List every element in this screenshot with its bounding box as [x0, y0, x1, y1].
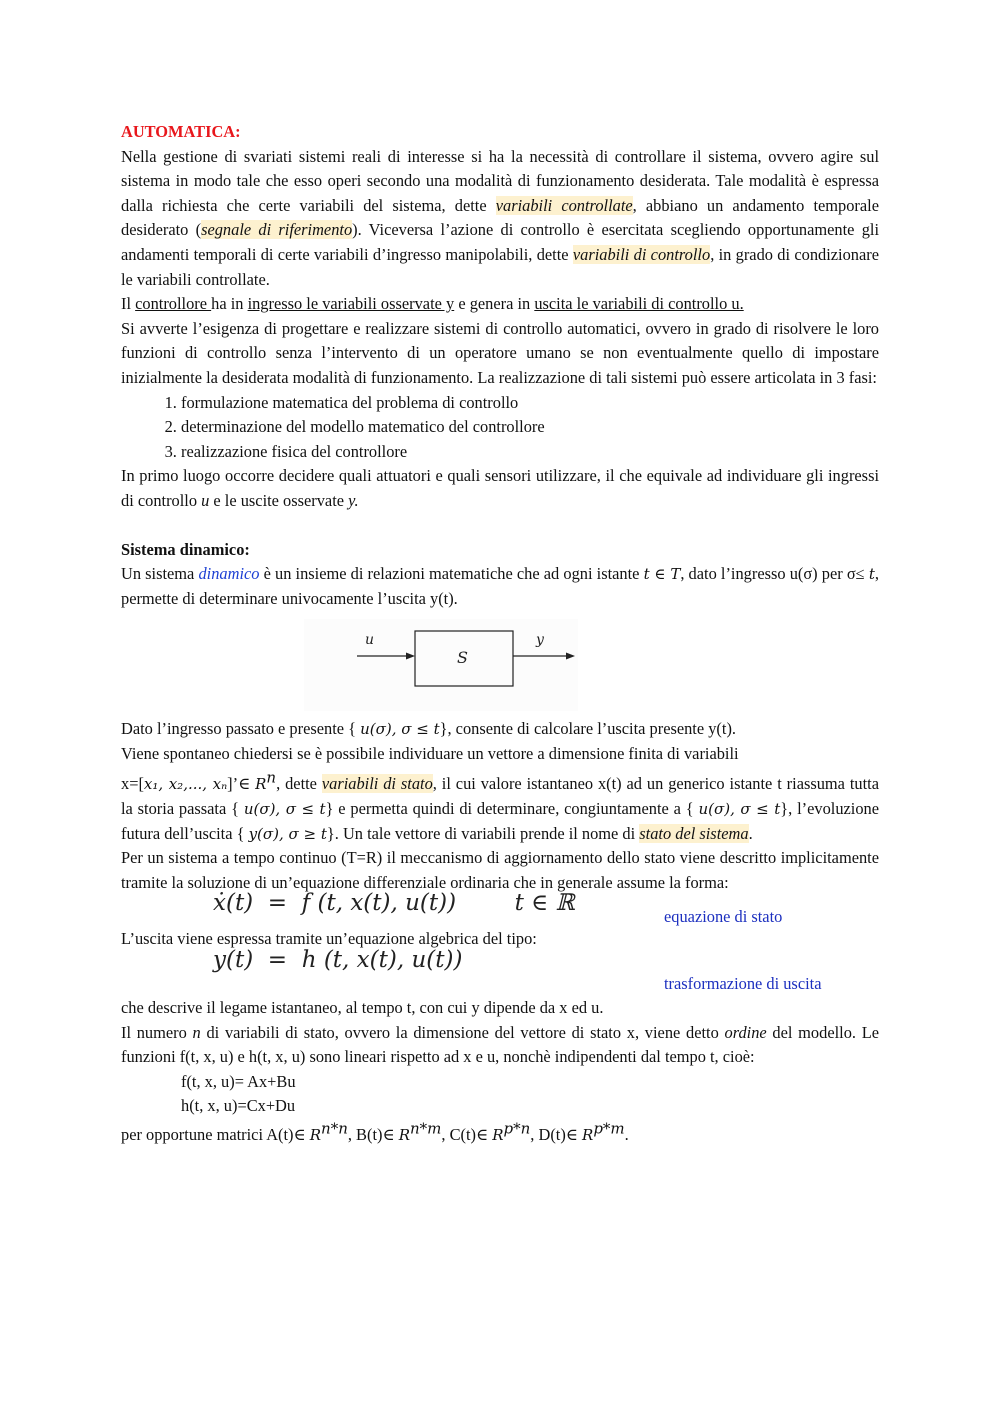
output-equation: [121, 947, 879, 996]
actuators-paragraph: [121, 464, 879, 513]
controller-paragraph: [121, 292, 879, 317]
text-run: , B(t)∈: [347, 1125, 399, 1144]
input-label: u: [365, 632, 375, 649]
matrices-paragraph: [121, 1119, 879, 1148]
text-run: } e permetta quindi di determinare, congiuntamente a {: [325, 799, 699, 819]
text-run: Nella gestione di svariati sistemi reali di interesse si ha la necessità di controllare il sistema, ovvero agire sul sistema in modo tale che esso operi secondo una modalità di funzionamento desiderata. Tale modalità è espressa dalla richiesta che certe variabili del sistema, dette: [121, 146, 879, 215]
phases-list: [121, 391, 879, 465]
math-R: R: [492, 1126, 504, 1144]
text-run: , in grado di condizionare le variabili controllate.: [121, 244, 879, 289]
math-vector: x₁, x₂,..., xₙ: [143, 775, 228, 794]
math-superscript: n*m: [410, 1119, 442, 1138]
state-equation: [121, 890, 879, 927]
math-R: R: [255, 775, 267, 794]
math-superscript: n*n: [321, 1119, 348, 1138]
text-run: , abbiano un andamento temporale desiderato (: [121, 195, 879, 240]
underlined-ingresso: ingresso le variabili osservate y: [247, 294, 455, 314]
underlined-controllore: controllore: [135, 294, 212, 314]
math-inline: u(σ), σ ≤ t: [360, 720, 440, 739]
text-run: .: [748, 823, 753, 843]
output-equation-formula: y(t) = h (t, x(t), u(t)): [213, 947, 463, 974]
text-run: Un sistema: [121, 564, 199, 584]
text-run: di variabili di stato, ovvero la dimensione del vettore di stato x, viene detto: [200, 1022, 725, 1042]
linear-h: h(t, x, u)=Cx+Du: [181, 1096, 296, 1116]
state-vector-intro: Viene spontaneo chiedersi se è possibile individuare un vettore a dimensione finita di variabili: [121, 743, 739, 763]
highlight-variabili-stato: variabili di stato: [321, 774, 433, 794]
symbol-y: y.: [348, 490, 359, 510]
automatic-control-paragraph: Si avverte l’esigenza di progettare e realizzare sistemi di controllo automatici, ovvero in grado di risolvere le loro funzioni di controllo senza l’intervento di un operatore umano se non eventualmente quello di impostare inizialmente la desiderata modalità di funzionamento. La realizzazione di tali sistemi può essere articolata in 3 fasi:: [121, 318, 879, 387]
text-run: ]’∈: [227, 774, 256, 794]
highlight-variabili-controllate: variabili controllate: [495, 195, 633, 215]
text-run: .: [624, 1125, 629, 1144]
list-item: 1. formulazione matematica del problema di controllo: [181, 391, 879, 416]
highlight-variabili-controllo: variabili di controllo: [572, 244, 711, 264]
continuous-time-paragraph: Per un sistema a tempo continuo (T=R) il meccanismo di aggiornamento dello stato viene descritto implicitamente tramite la soluzione di un’equazione differenziale ordinaria che in generale assume la forma:: [121, 848, 879, 892]
math-inline: u(σ), σ ≤ t: [243, 800, 326, 819]
output-equation-label: trasformazione di uscita: [664, 974, 822, 994]
text-run: del modello. Le funzioni f(t, x, u) e h(t, x, u) sono lineari rispetto ad x e u, nonchè indipendenti dal tempo t, cioè:: [121, 1022, 880, 1067]
text-run: }. Un tale vettore di variabili prende il nome di: [326, 823, 640, 843]
state-variables-paragraph: [121, 769, 880, 846]
math-superscript: p*n: [503, 1119, 531, 1138]
math-inline: t ∈ T: [643, 565, 681, 584]
input-output-paragraph: [121, 717, 879, 742]
text-run: per opportune matrici A(t)∈: [121, 1125, 310, 1144]
text-run: , permette di determinare univocamente l’uscita y(t).: [121, 564, 879, 608]
text-run: x=[: [121, 774, 144, 794]
state-equation-label: equazione di stato: [664, 907, 783, 927]
math-inline: u(σ), σ ≤ t: [698, 800, 781, 819]
symbol-u: u: [201, 490, 210, 510]
text-run: , dato l’ingresso u(σ) per σ≤: [680, 564, 869, 584]
underlined-uscita: uscita le variabili di controllo u.: [534, 294, 744, 314]
output-equation-intro: L’uscita viene espressa tramite un’equazione algebrica del tipo:: [121, 929, 537, 949]
math-superscript: n: [266, 769, 277, 787]
term-dinamico: dinamico: [198, 564, 260, 584]
highlight-stato-sistema: stato del sistema: [639, 823, 749, 843]
state-equation-formula: ẋ(t) = f (t, x(t), u(t)) t ∈ ℝ: [213, 890, 575, 917]
section-heading: Sistema dinamico:: [121, 539, 250, 559]
text-run: In primo luogo occorre decidere quali attuatori e quali sensori utilizzare, il che equivale ad individuare gli ingressi di controllo: [121, 466, 879, 510]
highlight-segnale-riferimento: segnale di riferimento: [201, 220, 353, 240]
list-item: 3. realizzazione fisica del controllore: [181, 440, 879, 465]
text-run: , il cui valore istantaneo x(t) ad un generico istante t riassuma tutta la storia passata {: [121, 774, 879, 819]
text-run: , dette: [276, 774, 322, 794]
dynamic-system-definition: [121, 562, 879, 611]
math-inline: y(σ), σ ≥ t: [248, 824, 327, 843]
output-label: y: [536, 632, 544, 649]
block-diagram: [121, 617, 879, 713]
block-label: S: [457, 648, 468, 668]
text-run: e le uscite osservate: [209, 490, 349, 510]
spacer: [121, 514, 879, 538]
text-run: e genera in: [454, 294, 535, 314]
symbol-n: n: [192, 1022, 201, 1042]
term-ordine: ordine: [724, 1022, 767, 1042]
text-run: Il numero: [121, 1022, 193, 1042]
math-R: R: [582, 1126, 594, 1144]
math-R: R: [309, 1126, 322, 1144]
document-page: [121, 120, 879, 1148]
text-run: , D(t)∈: [530, 1125, 583, 1144]
text-run: Dato l’ingresso passato e presente {: [121, 719, 361, 739]
math-R: R: [398, 1126, 410, 1144]
text-run: è un insieme di relazioni matematiche che ad ogni istante: [259, 564, 644, 584]
text-run: Il: [121, 294, 136, 314]
instantaneous-paragraph: che descrive il legame istantaneo, al tempo t, con cui y dipende da x ed u.: [121, 998, 604, 1018]
text-run: ha in: [211, 294, 248, 314]
list-item: 2. determinazione del modello matematico del controllore: [181, 415, 879, 440]
linear-f: f(t, x, u)= Ax+Bu: [181, 1071, 296, 1091]
text-run: ). Viceversa l’azione di controllo è esercitata scegliendo opportunamente gli andamenti temporali di certe variabili d’ingresso manipolabili, dette: [121, 220, 879, 264]
intro-paragraph: [121, 145, 879, 293]
page-title: AUTOMATICA:: [121, 122, 241, 141]
order-paragraph: [121, 1021, 879, 1070]
text-run: , C(t)∈: [441, 1125, 493, 1144]
system-diagram-svg: [121, 617, 879, 713]
text-run: }, consente di calcolare l’uscita presente y(t).: [439, 719, 737, 739]
text-run: }, l’evoluzione futura dell’uscita {: [121, 799, 880, 843]
math-inline: t: [868, 565, 875, 584]
math-superscript: p*m: [593, 1119, 625, 1138]
